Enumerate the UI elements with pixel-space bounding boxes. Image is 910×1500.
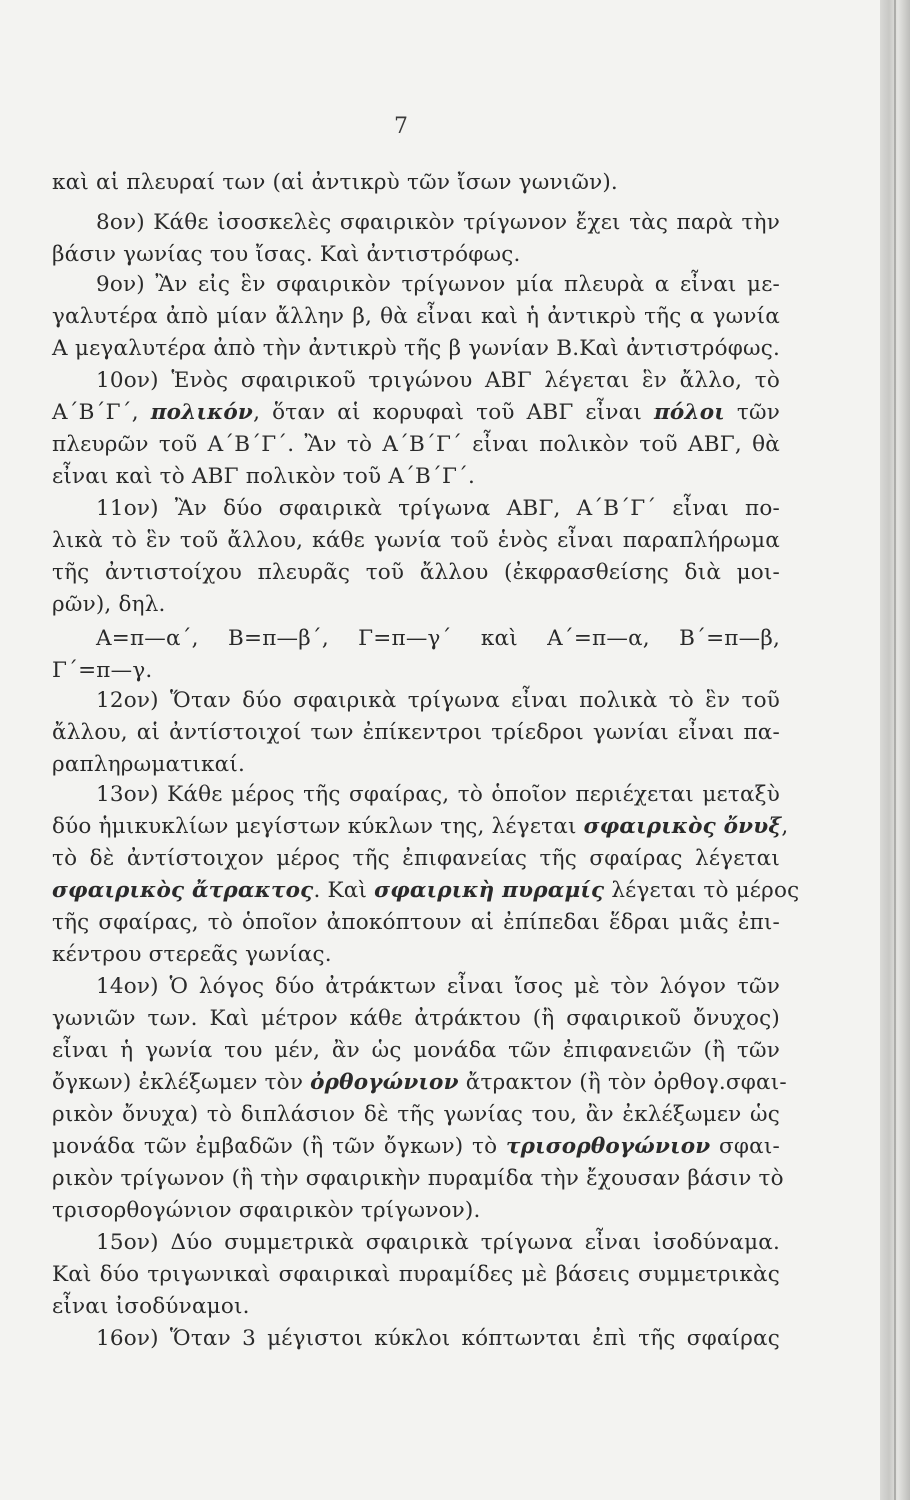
text-line-2: 8ον) Κάθε ἰσοσκελὲς σφαιρικὸν τρίγωνον ἔχει τὰς παρὰ τὴν (96, 210, 780, 235)
text-line-13: τῆς ἀντιστοίχου πλευρᾶς τοῦ ἄλλου (ἐκφρασθείσης διὰ μοι- (52, 560, 780, 585)
text-line-6: Α μεγαλυτέρα ἀπὸ τὴν ἀντικρὺ τῆς β γωνίαν Β.Καὶ ἀντιστρόφως. (52, 336, 780, 361)
text-line-32: ρικὸν τρίγωνον (ἢ τὴν σφαιρικὴν πυραμίδα τὴν ἔχουσαν βάσιν τὸ (52, 1166, 784, 1191)
text-line-29: ὄγκων) ἐκλέξωμεν τὸν ὀρθογώνιον ἄτρακτον (ἢ τὸν ὀρθογ.σφαι- (52, 1070, 787, 1095)
page-number: 7 (394, 114, 408, 139)
formula-line-1: Α=π—α΄, Β=π—β΄, Γ=π—γ΄ καὶ Α΄=π—α, Β΄=π—β, (96, 626, 780, 651)
text-line-27: γωνιῶν των. Καὶ μέτρον κάθε ἀτράκτου (ἢ σφαιρικοῦ ὄνυχος) (52, 1006, 780, 1031)
text-line-18: ἄλλου, αἱ ἀντίστοιχοί των ἐπίκεντροι τρίεδροι γωνίαι εἶναι πα- (52, 720, 780, 745)
text-line-34: 15ον) Δύο συμμετρικὰ σφαιρικὰ τρίγωνα εἶναι ἰσοδύναμα. (96, 1230, 780, 1255)
text-line-36: εἶναι ἰσοδύναμοι. (52, 1294, 250, 1319)
text-line-21: δύο ἡμικυκλίων μεγίστων κύκλων της, λέγεται σφαιρικὸς ὄνυξ, (52, 814, 789, 839)
text-line-31: μονάδα τῶν ἐμβαδῶν (ἢ τῶν ὄγκων) τὸ τρισορθογώνιον σφαι- (52, 1134, 780, 1159)
text-line-4: 9ον) Ἂν εἰς ἓν σφαιρικὸν τρίγωνον μία πλευρὰ α εἶναι με- (96, 272, 780, 297)
page-edge-line (894, 0, 896, 1500)
text-line-5: γαλυτέρα ἀπὸ μίαν ἄλλην β, θὰ εἶναι καὶ ἡ ἀντικρὺ τῆς α γωνία (52, 304, 780, 329)
term-trisorthogonion: τρισορθογώνιον (505, 1134, 711, 1159)
text-line-3: βάσιν γωνίας του ἴσας. Καὶ ἀντιστρόφως. (52, 242, 521, 267)
text-line-25: κέντρου στερεᾶς γωνίας. (52, 942, 332, 967)
text-line-35: Καὶ δύο τριγωνικαὶ σφαιρικαὶ πυραμίδες μὲ βάσεις συμμετρικὰς (52, 1262, 780, 1287)
text-line-26: 14ον) Ὁ λόγος δύο ἀτράκτων εἶναι ἴσος μὲ τὸν λόγον τῶν (96, 974, 780, 999)
text-line-37: 16ον) Ὅταν 3 μέγιστοι κύκλοι κόπτωνται ἐπὶ τῆς σφαίρας (96, 1326, 780, 1351)
text-line-10: εἶναι καὶ τὸ ΑΒΓ πολικὸν τοῦ Α΄Β΄Γ΄. (52, 464, 476, 489)
term-pyramis: σφαιρικὴ πυραμίς (374, 878, 605, 903)
text-line-30: ρικὸν ὄνυχα) τὸ διπλάσιον δὲ τῆς γωνίας του, ἂν ἐκλέξωμεν ὡς (52, 1102, 780, 1127)
term-polikon: πολικόν (150, 400, 254, 425)
text-line-17: 12ον) Ὅταν δύο σφαιρικὰ τρίγωνα εἶναι πολικὰ τὸ ἓν τοῦ (96, 688, 780, 713)
text-line-1: καὶ αἱ πλευραί των (αἱ ἀντικρὺ τῶν ἴσων γωνιῶν). (52, 170, 618, 195)
text-line-14: ρῶν), δηλ. (52, 592, 166, 617)
term-atraktos: σφαιρικὸς ἄτρακτος (52, 878, 314, 903)
text-line-33: τρισορθογώνιον σφαιρικὸν τρίγωνον). (52, 1198, 481, 1223)
term-orthogonion: ὀρθογώνιον (310, 1070, 459, 1095)
text-line-24: τῆς σφαίρας, τὸ ὁποῖον ἀποκόπτουν αἱ ἐπίπεδαι ἕδραι μιᾶς ἐπι- (52, 910, 780, 935)
text-line-8: Α΄Β΄Γ΄, πολικόν, ὅταν αἱ κορυφαὶ τοῦ ΑΒΓ εἶναι πόλοι τῶν (52, 400, 780, 425)
term-onyx: σφαιρικὸς ὄνυξ (583, 814, 782, 839)
text-line-11: 11ον) Ἂν δύο σφαιρικὰ τρίγωνα ΑΒΓ, Α΄Β΄Γ΄ εἶναι πο- (96, 496, 780, 521)
term-poloi: πόλοι (654, 400, 725, 425)
text-line-12: λικὰ τὸ ἓν τοῦ ἄλλου, κάθε γωνία τοῦ ἑνὸς εἶναι παραπλήρωμα (52, 528, 780, 553)
text-line-7: 10ον) Ἑνὸς σφαιρικοῦ τριγώνου ΑΒΓ λέγεται ἓν ἄλλο, τὸ (96, 368, 780, 393)
formula-line-2: Γ΄=π—γ. (52, 658, 153, 683)
text-line-22: τὸ δὲ ἀντίστοιχον μέρος τῆς ἐπιφανείας τῆς σφαίρας λέγεται (52, 846, 780, 871)
text-line-19: ραπληρωματικαί. (52, 752, 246, 777)
text-line-28: εἶναι ἡ γωνία του μέν, ἂν ὡς μονάδα τῶν ἐπιφανειῶν (ἢ τῶν (52, 1038, 780, 1063)
text-line-23: σφαιρικὸς ἄτρακτος. Καὶ σφαιρικὴ πυραμίς λέγεται τὸ μέρος (52, 878, 800, 903)
text-line-9: πλευρῶν τοῦ Α΄Β΄Γ΄. Ἂν τὸ Α΄Β΄Γ΄ εἶναι πολικὸν τοῦ ΑΒΓ, θὰ (52, 432, 780, 457)
text-line-20: 13ον) Κάθε μέρος τῆς σφαίρας, τὸ ὁποῖον περιέχεται μεταξὺ (96, 782, 780, 807)
